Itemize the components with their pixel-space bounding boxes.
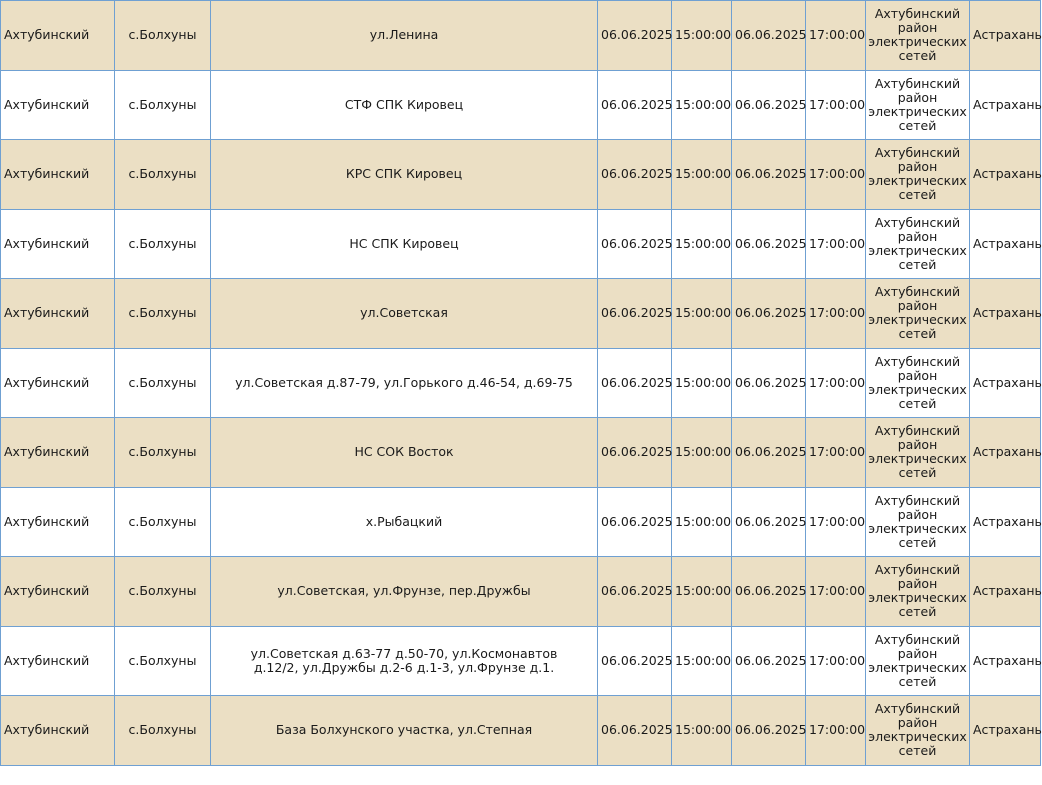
end-date-cell: 06.06.2025: [732, 70, 806, 140]
start-date-cell: 06.06.2025: [598, 348, 672, 418]
region-cell: Астрахань: [970, 557, 1041, 627]
address-cell: ул.Ленина: [211, 1, 598, 71]
organization-cell: Ахтубинский район электрических сетей: [866, 1, 970, 71]
start-time-cell: 15:00:00: [672, 557, 732, 627]
end-time-cell: 17:00:00: [806, 696, 866, 766]
organization-cell: Ахтубинский район электрических сетей: [866, 626, 970, 696]
organization-cell: Ахтубинский район электрических сетей: [866, 418, 970, 488]
end-time-cell: 17:00:00: [806, 140, 866, 210]
table-row: [1, 348, 1041, 418]
settlement-cell: с.Болхуны: [115, 487, 211, 557]
end-date-cell: 06.06.2025: [732, 209, 806, 279]
start-time-cell: 15:00:00: [672, 209, 732, 279]
table-row: [1, 140, 1041, 210]
table-body: [1, 1, 1041, 766]
district-cell: Ахтубинский: [1, 70, 115, 140]
organization-cell: Ахтубинский район электрических сетей: [866, 70, 970, 140]
end-date-cell: 06.06.2025: [732, 418, 806, 488]
start-date-cell: 06.06.2025: [598, 140, 672, 210]
end-date-cell: 06.06.2025: [732, 626, 806, 696]
settlement-cell: с.Болхуны: [115, 557, 211, 627]
address-cell: НС СОК Восток: [211, 418, 598, 488]
settlement-cell: с.Болхуны: [115, 418, 211, 488]
start-time-cell: 15:00:00: [672, 348, 732, 418]
organization-cell: Ахтубинский район электрических сетей: [866, 140, 970, 210]
organization-cell: Ахтубинский район электрических сетей: [866, 209, 970, 279]
end-date-cell: 06.06.2025: [732, 279, 806, 349]
table-row: [1, 418, 1041, 488]
start-date-cell: 06.06.2025: [598, 696, 672, 766]
address-cell: ул.Советская д.87-79, ул.Горького д.46-54, д.69-75: [211, 348, 598, 418]
settlement-cell: с.Болхуны: [115, 279, 211, 349]
settlement-cell: с.Болхуны: [115, 696, 211, 766]
region-cell: Астрахань: [970, 209, 1041, 279]
organization-cell: Ахтубинский район электрических сетей: [866, 696, 970, 766]
settlement-cell: с.Болхуны: [115, 626, 211, 696]
district-cell: Ахтубинский: [1, 696, 115, 766]
start-date-cell: 06.06.2025: [598, 626, 672, 696]
address-cell: НС СПК Кировец: [211, 209, 598, 279]
settlement-cell: с.Болхуны: [115, 1, 211, 71]
district-cell: Ахтубинский: [1, 626, 115, 696]
table-row: [1, 209, 1041, 279]
settlement-cell: с.Болхуны: [115, 70, 211, 140]
start-date-cell: 06.06.2025: [598, 418, 672, 488]
organization-cell: Ахтубинский район электрических сетей: [866, 487, 970, 557]
start-date-cell: 06.06.2025: [598, 487, 672, 557]
end-date-cell: 06.06.2025: [732, 1, 806, 71]
start-date-cell: 06.06.2025: [598, 1, 672, 71]
start-date-cell: 06.06.2025: [598, 279, 672, 349]
organization-cell: Ахтубинский район электрических сетей: [866, 279, 970, 349]
table-row: [1, 487, 1041, 557]
table-row: [1, 1, 1041, 71]
start-time-cell: 15:00:00: [672, 487, 732, 557]
district-cell: Ахтубинский: [1, 487, 115, 557]
start-time-cell: 15:00:00: [672, 1, 732, 71]
region-cell: Астрахань: [970, 418, 1041, 488]
district-cell: Ахтубинский: [1, 418, 115, 488]
region-cell: Астрахань: [970, 696, 1041, 766]
settlement-cell: с.Болхуны: [115, 348, 211, 418]
address-cell: База Болхунского участка, ул.Степная: [211, 696, 598, 766]
district-cell: Ахтубинский: [1, 348, 115, 418]
end-date-cell: 06.06.2025: [732, 140, 806, 210]
region-cell: Астрахань: [970, 1, 1041, 71]
end-time-cell: 17:00:00: [806, 557, 866, 627]
end-time-cell: 17:00:00: [806, 70, 866, 140]
end-time-cell: 17:00:00: [806, 1, 866, 71]
end-time-cell: 17:00:00: [806, 279, 866, 349]
table-row: [1, 626, 1041, 696]
district-cell: Ахтубинский: [1, 140, 115, 210]
end-date-cell: 06.06.2025: [732, 696, 806, 766]
start-date-cell: 06.06.2025: [598, 557, 672, 627]
settlement-cell: с.Болхуны: [115, 140, 211, 210]
address-cell: х.Рыбацкий: [211, 487, 598, 557]
end-time-cell: 17:00:00: [806, 626, 866, 696]
settlement-cell: с.Болхуны: [115, 209, 211, 279]
end-date-cell: 06.06.2025: [732, 487, 806, 557]
organization-cell: Ахтубинский район электрических сетей: [866, 557, 970, 627]
table-row: [1, 70, 1041, 140]
address-cell: ул.Советская: [211, 279, 598, 349]
end-time-cell: 17:00:00: [806, 487, 866, 557]
district-cell: Ахтубинский: [1, 209, 115, 279]
end-date-cell: 06.06.2025: [732, 348, 806, 418]
region-cell: Астрахань: [970, 626, 1041, 696]
table-row: [1, 279, 1041, 349]
start-time-cell: 15:00:00: [672, 70, 732, 140]
start-date-cell: 06.06.2025: [598, 209, 672, 279]
region-cell: Астрахань: [970, 348, 1041, 418]
district-cell: Ахтубинский: [1, 1, 115, 71]
region-cell: Астрахань: [970, 279, 1041, 349]
end-time-cell: 17:00:00: [806, 348, 866, 418]
address-cell: КРС СПК Кировец: [211, 140, 598, 210]
address-cell: ул.Советская, ул.Фрунзе, пер.Дружбы: [211, 557, 598, 627]
table-row: [1, 557, 1041, 627]
region-cell: Астрахань: [970, 487, 1041, 557]
start-date-cell: 06.06.2025: [598, 70, 672, 140]
district-cell: Ахтубинский: [1, 557, 115, 627]
end-time-cell: 17:00:00: [806, 209, 866, 279]
address-cell: СТФ СПК Кировец: [211, 70, 598, 140]
start-time-cell: 15:00:00: [672, 279, 732, 349]
end-date-cell: 06.06.2025: [732, 557, 806, 627]
region-cell: Астрахань: [970, 140, 1041, 210]
start-time-cell: 15:00:00: [672, 140, 732, 210]
start-time-cell: 15:00:00: [672, 696, 732, 766]
address-cell: ул.Советская д.63-77 д.50-70, ул.Космонавтов д.12/2, ул.Дружбы д.2-6 д.1-3, ул.Фрунзе д.1.: [211, 626, 598, 696]
district-cell: Ахтубинский: [1, 279, 115, 349]
end-time-cell: 17:00:00: [806, 418, 866, 488]
organization-cell: Ахтубинский район электрических сетей: [866, 348, 970, 418]
start-time-cell: 15:00:00: [672, 418, 732, 488]
table-row: [1, 696, 1041, 766]
region-cell: Астрахань: [970, 70, 1041, 140]
start-time-cell: 15:00:00: [672, 626, 732, 696]
